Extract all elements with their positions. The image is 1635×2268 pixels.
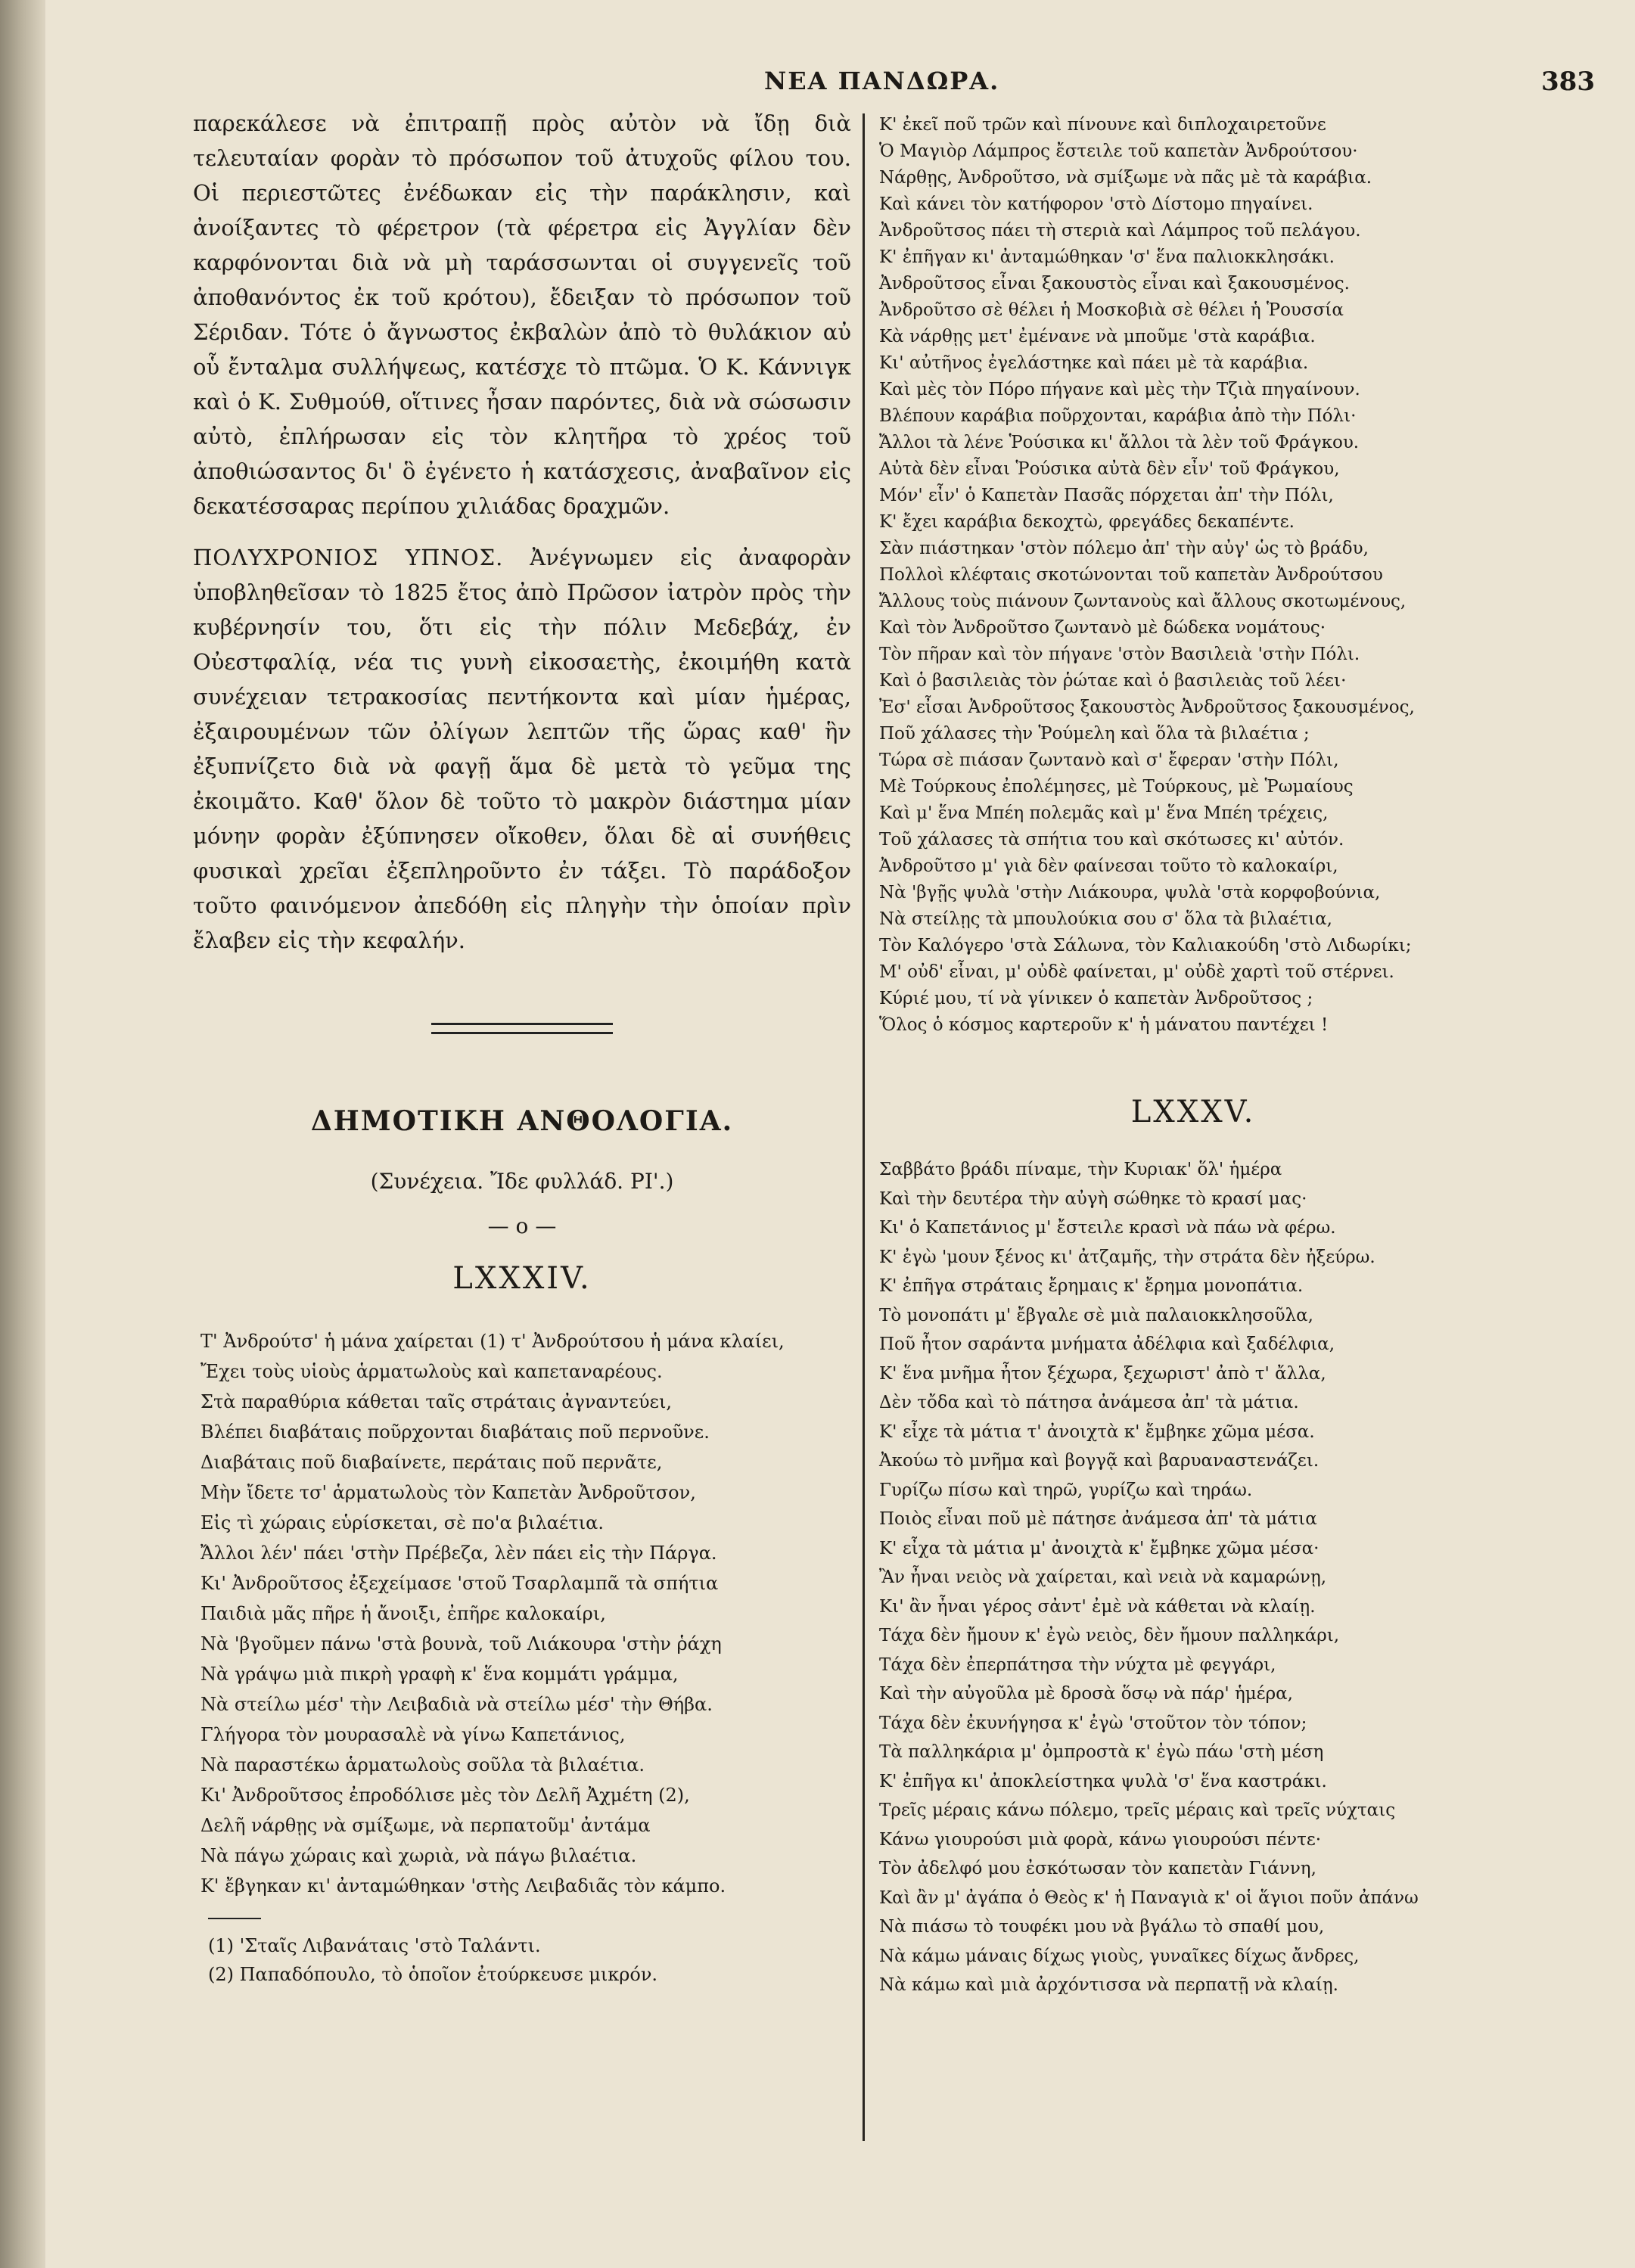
poem-line: Κ' ἔβγηκαν κι' ἀνταμώθηκαν 'στὴς Λειβαδιᾶς τὸν κάμπο. (200, 1875, 726, 1897)
section-rule (431, 1023, 613, 1034)
poem-line: Διαβάταις ποῦ διαβαίνετε, περάταις ποῦ περνᾶτε, (200, 1452, 663, 1473)
poem-line: Παιδιὰ μᾶς πῆρε ἡ ἄνοιξι, ἐπῆρε καλοκαίρι, (200, 1603, 606, 1624)
poem-line: Ἀκούω τὸ μνῆμα καὶ βογγᾷ καὶ βαρυαναστενάζει. (879, 1451, 1320, 1471)
poem-line: Ἀνδροῦτσο μ' γιὰ δὲν φαίνεσαι τοῦτο τὸ καλοκαίρι, (879, 856, 1338, 876)
footnote: (2) Παπαδόπουλο, τὸ ὁποῖον ἐτούρκευσε μικρόν. (208, 1964, 658, 1985)
poem-line: Ἄλλους τοὺς πιάνουν ζωντανοὺς καὶ ἄλλους σκοτωμένους, (879, 592, 1407, 611)
poem-line: Ἂν ἦναι νειὸς νὰ χαίρεται, καὶ νειὰ νὰ καμαρώνῃ, (879, 1567, 1327, 1587)
poem-line: Καὶ τὴν δευτέρα τὴν αὐγὴ σώθηκε τὸ κρασί μας· (879, 1188, 1307, 1209)
poem-line: Μόν' εἶν' ὁ Καπετὰν Πασᾶς πόρχεται ἀπ' τὴν Πόλι, (879, 486, 1334, 505)
poem-line: Κ' εἶχα τὰ μάτια μ' ἀνοιχτὰ κ' ἔμβηκε χῶμα μέσα· (879, 1538, 1320, 1558)
poem-line: Κ' ἔχει καράβια δεκοχτὼ, φρεγάδες δεκαπέντε. (879, 512, 1295, 532)
article-paragraph-sleep (193, 540, 851, 958)
poem-line: Καὶ τὴν αὐγοῦλα μὲ δροσὰ ὅσῳ νὰ πάρ' ἡμέρα, (879, 1684, 1293, 1704)
poem-line: Τὸν ἀδελφό μου ἐσκότωσαν τὸν καπετὰν Γιάννη, (879, 1859, 1316, 1878)
poem-line: Ὁ Μαγιὸρ Λάμπρος ἔστειλε τοῦ καπετὰν Ἀνδρούτσου· (879, 141, 1358, 161)
poem-line: Σὰν πιάστηκαν 'στὸν πόλεμο ἀπ' τὴν αὐγ' ὡς τὸ βράδυ, (879, 539, 1369, 558)
poem-line: Στὰ παραθύρια κάθεται ταῖς στράταις ἀγναντεύει, (200, 1391, 673, 1412)
poem-line: Μ' οὐδ' εἶναι, μ' οὐδὲ φαίνεται, μ' οὐδὲ χαρτὶ τοῦ στέρνει. (879, 962, 1394, 982)
poem-line: Καὶ κάνει τὸν κατήφορον 'στὸ Δίστομο πηγαίνει. (879, 194, 1313, 214)
article-paragraph-sleep-text: Ἀνέγνωμεν εἰς ἀναφορὰν ὑποβληθεῖσαν τὸ 1825 ἔτος ἀπὸ Πρῶσον ἰατρὸν πρὸς τὴν κυβέρνησίν του, ὅτι εἰς τὴν πόλιν Μεδεβάχ, ἐν Οὐεστφαλίᾳ, νέα τις γυνὴ εἰκοσαετὴς, ἐκοιμήθη κατὰ συνέχειαν τετρακοσίας πεντήκοντα καὶ μίαν ἡμέρας, ἐξαιρουμένων τῶν ὀλίγων λεπτῶν τῆς ὥρας καθ' ἣν ἐξυπνίζετο διὰ νὰ φαγῇ ἅμα δὲ μετὰ τὸ γεῦμα της ἐκοιμᾶτο. Καθ' ὅλον δὲ τοῦτο τὸ μακρὸν διάστημα μίαν μόνην φορὰν ἐξύπνησεν οἴκοθεν, ὅλαι δὲ αἱ συνήθεις φυσικαὶ χρεῖαι ἐξεπληροῦντο ἐν τάξει. Τὸ παράδοξον τοῦτο φαινόμενον ἀπεδόθη εἰς πληγὴν τὴν ὁποίαν πρὶν ἔλαβεν εἰς τὴν κεφαλήν. (193, 545, 851, 953)
poem-line: Δὲν τὄδα καὶ τὸ πάτησα ἀνάμεσα ἀπ' τὰ μάτια. (879, 1393, 1299, 1412)
right-column (879, 112, 1507, 2000)
poem-line: Νάρθῃς, Ἀνδροῦτσο, νὰ σμίξωμε νὰ πᾶς μὲ τὰ καράβια. (879, 168, 1372, 188)
poem-line: Τ' Ἀνδρούτσ' ἡ μάνα χαίρεται (1) τ' Ἀνδρούτσου ἡ μάνα κλαίει, (200, 1331, 785, 1352)
poem-line: Σαββάτο βράδι πίναμε, τὴν Κυριακ' ὅλ' ἡμέρα (879, 1160, 1282, 1179)
poem-line: Καὶ ἂν μ' ἀγάπα ὁ Θεὸς κ' ἡ Παναγιὰ κ' οἱ ἅγιοι ποῦν ἀπάνω (879, 1887, 1419, 1908)
poem-line: Κι' ἂν ἦναι γέρος σἀντ' ἐμὲ νὰ κάθεται νὰ κλαίῃ. (879, 1596, 1316, 1617)
poem-line: Τώρα σὲ πιάσαν ζωντανὸ καὶ σ' ἔφεραν 'στὴν Πόλι, (879, 750, 1339, 770)
poem-line: Κ' ἐκεῖ ποῦ τρῶν καὶ πίνουνε καὶ διπλοχαιρετοῦνε (879, 115, 1326, 135)
poem-line: Ποῦ χάλασες τὴν Ῥούμελη καὶ ὅλα τὰ βιλαέτια ; (879, 724, 1310, 744)
poem-line: Τάχα δὲν ἐκυνήγησα κ' ἐγὼ 'στοῦτον τὸν τόπον; (879, 1713, 1307, 1733)
poem-line: Κύριέ μου, τί νὰ γίνικεν ὁ καπετὰν Ἀνδροῦτσος ; (879, 989, 1313, 1008)
poem-line: Ποῦ ἦτον σαράντα μνήματα ἀδέλφια καὶ ξαδέλφια, (879, 1334, 1335, 1354)
poem-line: Καὶ τὸν Ἀνδροῦτσο ζωντανὸ μὲ δώδεκα νομάτους· (879, 618, 1326, 638)
page-number: 383 (1541, 67, 1595, 97)
running-head: ΝΕΑ ΠΑΝΔΩΡΑ. (764, 67, 1000, 95)
poem-line: Νὰ κάμω μάναις δίχως γιοὺς, γυναῖκες δίχως ἄνδρες, (879, 1946, 1360, 1966)
poem-line: Μὲ Τούρκους ἐπολέμησες, μὲ Τούρκους, μὲ Ῥωμαίους (879, 777, 1354, 797)
article-lead-title: ΠΟΛΥΧΡΟΝΙΟΣ ΥΠΝΟΣ. (193, 545, 504, 570)
poem-line: Καὶ μὲς τὸν Πόρο πήγανε καὶ μὲς τὴν Τζιὰ πηγαίνουν. (879, 380, 1360, 399)
poem-line: Νὰ στείλῃς τὰ μπουλούκια σου σ' ὅλα τὰ βιλαέτια, (879, 909, 1332, 929)
poem-84 (193, 1326, 851, 1901)
poem-line: Ἀνδροῦτσο σὲ θέλει ἡ Μοσκοβιὰ σὲ θέλει ἡ Ῥουσσία (879, 300, 1344, 320)
separator-mark: — o — (487, 1213, 557, 1238)
poem-line: Καὶ μ' ἕνα Μπέη πολεμᾶς καὶ μ' ἕνα Μπέη τρέχεις, (879, 803, 1329, 823)
poem-line: Κι' Ἀνδροῦτσος ἐπροδόλισε μὲς τὸν Δελῆ Ἀχμέτη (2), (200, 1785, 690, 1806)
poem-line: Κι' Ἀνδροῦτσος ἐξεχείμασε 'στοῦ Τσαρλαμπᾶ τὰ σπήτια (200, 1573, 719, 1594)
section-title: ΔΗΜΟΤΙΚΗ ΑΝΘΟΛΟΓΙΑ. (310, 1105, 734, 1137)
poem-line: Τοῦ χάλασες τὰ σπήτια του καὶ σκότωσες κι' αὐτόν. (879, 830, 1344, 850)
poem-line: Νὰ 'βγῇς ψυλὰ 'στὴν Λιάκουρα, ψυλὰ 'στὰ κορφοβούνια, (879, 883, 1381, 903)
book-spine-shadow (0, 0, 45, 2268)
poem-line: Τὸν πῆραν καὶ τὸν πήγανε 'στὸν Βασιλειὰ 'στὴν Πόλι. (879, 645, 1360, 664)
poem-line: Ἀνδροῦτσος εἶναι ξακουστὸς εἶναι καὶ ξακουσμένος. (879, 274, 1350, 294)
poem-line: Ἄλλοι λέν' πάει 'στὴν Πρέβεζα, λὲν πάει εἰς τὴν Πάργα. (200, 1543, 717, 1564)
poem-line: Ὅλος ὁ κόσμος καρτεροῦν κ' ἡ μάνατου παντέχει ! (879, 1015, 1329, 1035)
poem-85 (879, 1155, 1507, 2000)
poem-line: Νὰ γράψω μιὰ πικρὴ γραφὴ κ' ἕνα κομμάτι γράμμα, (200, 1664, 679, 1685)
column-divider (863, 113, 865, 2141)
poem-line: Τὰ παλληκάρια μ' ὀμπροστὰ κ' ἐγὼ πάω 'στὴ μέση (879, 1742, 1324, 1762)
poem-line: Βλέπουν καράβια ποῦρχονται, καράβια ἀπὸ τὴν Πόλι· (879, 406, 1357, 426)
poem-line: Ἐσ' εἶσαι Ἀνδροῦτσος ξακουστὸς Ἀνδροῦτσος ξακουσμένος, (879, 697, 1415, 717)
poem-line: Κ' ἐπῆγα κι' ἀποκλείστηκα ψυλὰ 'σ' ἕνα καστράκι. (879, 1771, 1327, 1791)
poem-line: Ἔχει τοὺς υἱοὺς ἁρματωλοὺς καὶ καπεταναρέους. (200, 1361, 663, 1382)
poem-line: Ἀνδροῦτσος πάει τὴ στεριὰ καὶ Λάμπρος τοῦ πελάγου. (879, 221, 1361, 241)
poem-line: Τάχα δὲν ἤμουν κ' ἐγὼ νειὸς, δὲν ἤμουν παλληκάρι, (879, 1626, 1340, 1645)
footnotes (208, 1931, 851, 1989)
poem-line: Κ' ἐπῆγα στράταις ἔρημαις κ' ἔρημα μονοπάτια. (879, 1276, 1304, 1296)
poem-line: Κ' ἐγὼ 'μουν ξένος κι' ἀτζαμῆς, τὴν στράτα δὲν ἠξεύρω. (879, 1247, 1375, 1267)
poem-line: Κ' ἕνα μνῆμα ἦτον ξέχωρα, ξεχωριστ' ἀπὸ τ' ἄλλα, (879, 1363, 1326, 1384)
poem-line: Ποιὸς εἶναι ποῦ μὲ πάτησε ἀνάμεσα ἀπ' τὰ μάτια (879, 1509, 1317, 1529)
poem-line: Νὰ πιάσω τὸ τουφέκι μου νὰ βγάλω τὸ σπαθί μου, (879, 1917, 1325, 1937)
left-column (193, 106, 851, 1989)
poem-line: Νὰ στείλω μέσ' τὴν Λειβαδιὰ νὰ στείλω μέσ' τὴν Θήβα. (200, 1694, 713, 1715)
poem-line: Νὰ κάμω καὶ μιὰ ἀρχόντισσα νὰ περπατῇ νὰ κλαίῃ. (879, 1975, 1338, 1995)
poem-line: Κι' αὐτῆνος ἐγελάστηκε καὶ πάει μὲ τὰ καράβια. (879, 353, 1309, 373)
poem-line: Αὐτὰ δὲν εἶναι Ῥούσικα αὐτὰ δὲν εἶν' τοῦ Φράγκου, (879, 459, 1340, 479)
section-subtitle: (Συνέχεια. Ἴδε φυλλάδ. ΡΙ'.) (370, 1169, 674, 1194)
poem-line: Βλέπει διαβάταις ποῦρχονται διαβάταις ποῦ περνοῦνε. (200, 1421, 710, 1443)
poem-line: Νὰ πάγω χώραις καὶ χωριὰ, νὰ πάγω βιλαέτια. (200, 1845, 637, 1866)
poem-line: Κ' ἐπῆγαν κι' ἀνταμώθηκαν 'σ' ἕνα παλιοκκλησάκι. (879, 247, 1335, 267)
page-header (764, 67, 1612, 112)
poem-line: Κ' εἶχε τὰ μάτια τ' ἀνοιχτὰ κ' ἔμβηκε χῶμα μέσα. (879, 1421, 1315, 1442)
poem-line: Νὰ 'βγοῦμεν πάνω 'στὰ βουνὰ, τοῦ Λιάκουρα 'στὴν ῥάχη (200, 1633, 722, 1654)
poem-line: Γλήγορα τὸν μουρασαλὲ νὰ γίνω Καπετάνιος, (200, 1724, 626, 1745)
poem-line: Πολλοὶ κλέφταις σκοτώνονται τοῦ καπετὰν Ἀνδρούτσου (879, 565, 1383, 585)
poem-line: Κάνω γιουρούσι μιὰ φορὰ, κάνω γιουρούσι πέντε· (879, 1829, 1322, 1850)
poem-line: Εἰς τὶ χώραις εὑρίσκεται, σὲ πο'α βιλαέτια. (200, 1512, 604, 1533)
poem-84-continued (879, 112, 1507, 1039)
footnote: (1) 'Σταῖς Λιβανάταις 'στὸ Ταλάντι. (208, 1935, 541, 1956)
poem-line: Γυρίζω πίσω καὶ τηρῶ, γυρίζω καὶ τηράω. (879, 1480, 1253, 1500)
article-paragraph-sheridan: παρεκάλεσε νὰ ἐπιτραπῇ πρὸς αὐτὸν νὰ ἴδῃ διὰ τελευταίαν φορὰν τὸ πρόσωπον τοῦ ἀτυχοῦς φίλου του. Οἱ περιεστῶτες ἐνέδωκαν εἰς τὴν παράκλησιν, καὶ ἀνοίξαντες τὸ φέρετρον (τὰ φέρετρα εἰς Ἀγγλίαν δὲν καρφόνονται διὰ νὰ μὴ ταράσσωνται οἱ συγγενεῖς τοῦ ἀποθανόντος ἐκ τοῦ κρότου), ἔδειξαν τὸ πρόσωπον τοῦ Σέριδαν. Τότε ὁ ἄγνωστος ἐκβαλὼν ἀπὸ τὸ θυλάκιον αὐ οὗ ἔνταλμα συλλήψεως, κατέσχε τὸ πτῶμα. Ὁ Κ. Κάννιγκ καὶ ὁ Κ. Συθμούθ, οἵτινες ἦσαν παρόντες, διὰ νὰ σώσωσιν αὐτὸ, ἐπλήρωσαν εἰς τὸν κλητῆρα τὸ χρέος τοῦ ἀποθιώσαντος δι' ὃ ἐγένετο ἡ κατάσχεσις, ἀναβαῖνον εἰς δεκατέσσαρας περίπου χιλιάδας δραχμῶν. (193, 110, 851, 519)
poem-line: Καὶ ὁ βασιλειὰς τὸν ῥώταε καὶ ὁ βασιλειὰς τοῦ λέει· (879, 671, 1347, 691)
poem-line: Μὴν ἴδετε τσ' ἁρματωλοὺς τὸν Καπετὰν Ἀνδροῦτσον, (200, 1482, 696, 1503)
poem-line: Κι' ὁ Καπετάνιος μ' ἔστειλε κρασὶ νὰ πάω νὰ φέρω. (879, 1218, 1336, 1238)
poem-line: Τὸ μονοπάτι μ' ἔβγαλε σὲ μιὰ παλαιοκκλησοῦλα, (879, 1305, 1313, 1325)
poem-line: Ἄλλοι τὰ λένε Ῥούσικα κι' ἄλλοι τὰ λὲν τοῦ Φράγκου. (879, 433, 1360, 452)
footnote-rule (208, 1918, 261, 1919)
poem-number-85: LXXXV. (1130, 1095, 1256, 1129)
poem-line: Νὰ παραστέκω ἁρματωλοὺς σοῦλα τὰ βιλαέτια. (200, 1754, 645, 1776)
poem-line: Δελῆ νάρθῃς νὰ σμίξωμε, νὰ περπατοῦμ' ἀντάμα (200, 1815, 651, 1836)
poem-line: Τρεῖς μέραις κάνω πόλεμο, τρεῖς μέραις καὶ τρεῖς νύχταις (879, 1800, 1396, 1820)
poem-line: Κὰ νάρθῃς μετ' ἐμένανε νὰ μποῦμε 'στὰ καράβια. (879, 327, 1316, 346)
poem-number-84: LXXXIV. (452, 1261, 592, 1296)
poem-line: Τὸν Καλόγερο 'στὰ Σάλωνα, τὸν Καλιακούδη 'στὸ Λιδωρίκι; (879, 936, 1412, 955)
poem-line: Τάχα δὲν ἐπερπάτησα τὴν νύχτα μὲ φεγγάρι, (879, 1654, 1276, 1675)
